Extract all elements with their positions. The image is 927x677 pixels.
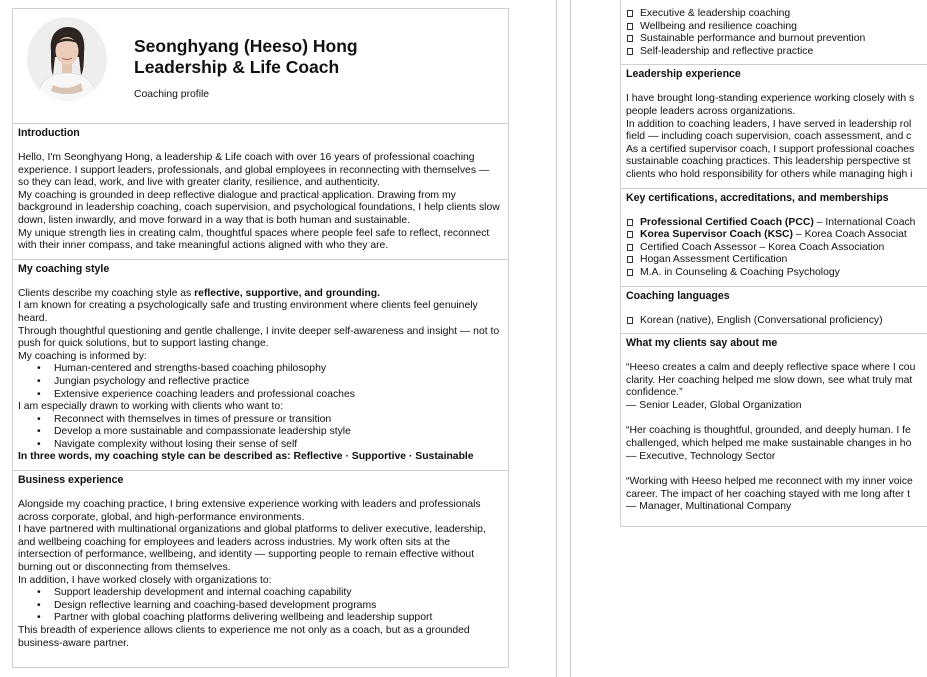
list-item bbox=[626, 315, 927, 328]
focus-area-text: Sustainable performance and burnout prevention bbox=[640, 33, 866, 45]
checkbox-icon bbox=[627, 23, 633, 30]
business-experience-heading: Business experience bbox=[18, 474, 124, 487]
testimonial-quote-line: “Heeso creates a calm and deeply reflective space where I cou bbox=[626, 362, 916, 374]
certification-text: Hogan Assessment Certification bbox=[640, 254, 788, 266]
leadership-experience-line: sustainable coaching practices. This leadership perspective st bbox=[626, 156, 911, 168]
person-portrait-image bbox=[27, 17, 107, 101]
certifications-heading: Key certifications, accreditations, and memberships bbox=[626, 191, 889, 204]
list-item: • Reconnect with themselves in times of pressure or transition bbox=[54, 414, 503, 427]
languages-section bbox=[621, 287, 927, 335]
coaching-style-paragraph: I am known for creating a psychologically safe and trusting environment where clients feel genuinely heard. bbox=[18, 300, 478, 324]
business-experience-paragraph: Alongside my coaching practice, I bring extensive experience working with leaders and professionals across corporate, global, and high-performance environments. bbox=[18, 499, 481, 523]
list-item bbox=[626, 229, 927, 242]
testimonial bbox=[626, 476, 927, 514]
focus-areas-list bbox=[626, 8, 927, 58]
certifications-list bbox=[626, 217, 927, 280]
languages-list bbox=[626, 315, 927, 328]
certification-issuer: – Korea Coach Associat bbox=[793, 229, 907, 241]
checkbox-icon bbox=[627, 48, 633, 55]
informed-by-list bbox=[18, 363, 503, 401]
certification-name: Korea Supervisor Coach (KSC) bbox=[640, 229, 794, 241]
page-gutter-left bbox=[556, 0, 557, 677]
checkbox-icon bbox=[627, 256, 633, 263]
profile-subtitle: Coaching profile bbox=[134, 89, 210, 100]
leadership-experience-heading: Leadership experience bbox=[626, 68, 741, 81]
testimonial-author: — Manager, Multinational Company bbox=[626, 501, 792, 513]
profile-page-1 bbox=[12, 8, 509, 668]
language-text: Korean (native), English (Conversational proficiency) bbox=[640, 314, 883, 326]
testimonial-quote-line: “Her coaching is thoughtful, grounded, and deeply human. I fe bbox=[626, 425, 911, 437]
testimonials-section bbox=[621, 334, 927, 520]
focus-area-text: Wellbeing and resilience coaching bbox=[640, 20, 797, 32]
coaching-style-keywords: reflective, supportive, and grounding. bbox=[194, 287, 381, 299]
checkbox-icon bbox=[627, 269, 633, 276]
list-item bbox=[626, 8, 927, 21]
leadership-experience-line: I have brought long-standing experience working closely with s bbox=[626, 93, 915, 105]
introduction-paragraph: My coaching is grounded in deep reflective dialogue and practical application. Drawing from my background in leadership coaching, coach supervision, and psychological foundations, I help clients slow down, listen inwardly, and move forward in a way that is both human and sustainable. bbox=[18, 189, 500, 226]
testimonial-quote-line: challenged, which helped me make sustainable changes in ho bbox=[626, 438, 912, 450]
profile-page-2 bbox=[620, 0, 927, 527]
list-item bbox=[626, 254, 927, 267]
focus-area-text: Executive & leadership coaching bbox=[640, 8, 791, 19]
list-item: • Develop a more sustainable and compassionate leadership style bbox=[54, 426, 503, 439]
profile-name-title bbox=[134, 36, 358, 78]
testimonial-quote-line: “Working with Heeso helped me reconnect with my inner voice bbox=[626, 476, 913, 488]
certifications-section bbox=[621, 189, 927, 287]
business-experience-closing: This breadth of experience allows clients to experience me not only as a coach, but as a grounded business-aware partner. bbox=[18, 625, 470, 649]
checkbox-icon bbox=[627, 35, 633, 42]
drawn-to-label: I am especially drawn to working with clients who want to: bbox=[18, 401, 284, 413]
drawn-to-list bbox=[18, 414, 503, 452]
checkbox-icon bbox=[627, 10, 633, 17]
list-item: • Support leadership development and internal coaching capability bbox=[54, 587, 503, 600]
certification-issuer: – International Coach bbox=[813, 216, 916, 228]
testimonial-quote-line: career. The impact of her coaching stayed with me long after t bbox=[626, 488, 910, 500]
informed-by-label: My coaching is informed by: bbox=[18, 350, 147, 362]
testimonial-author: — Executive, Technology Sector bbox=[626, 450, 776, 462]
list-item: • Jungian psychology and reflective practice bbox=[54, 376, 503, 389]
list-item bbox=[626, 217, 927, 230]
coaching-style-intro-text: Clients describe my coaching style as bbox=[18, 287, 195, 299]
organizations-label: In addition, I have worked closely with organizations to: bbox=[18, 574, 272, 586]
testimonials-heading: What my clients say about me bbox=[626, 337, 778, 350]
languages-heading: Coaching languages bbox=[626, 289, 730, 302]
list-item bbox=[626, 242, 927, 255]
organizations-list bbox=[18, 587, 503, 625]
profile-title: Leadership & Life Coach bbox=[134, 57, 340, 77]
leadership-experience-line: In addition to coaching leaders, I have served in leadership rol bbox=[626, 118, 912, 130]
checkbox-icon bbox=[627, 244, 633, 251]
list-item bbox=[626, 33, 927, 46]
leadership-experience-line: people leaders across organizations. bbox=[626, 105, 796, 117]
leadership-experience-line: field — including coach supervision, coach assessment, and c bbox=[626, 131, 912, 143]
list-item bbox=[626, 46, 927, 59]
coaching-style-heading: My coaching style bbox=[18, 262, 110, 275]
testimonial bbox=[626, 362, 927, 412]
list-item: • Design reflective learning and coaching-based development programs bbox=[54, 600, 503, 613]
business-experience-section bbox=[13, 471, 508, 656]
coaching-style-intro bbox=[18, 288, 503, 301]
profile-header bbox=[13, 9, 508, 124]
leadership-experience-line: clients who hold responsibility for others while managing high i bbox=[626, 168, 913, 180]
certification-name: Professional Certified Coach (PCC) bbox=[640, 216, 814, 228]
profile-name: Seonghyang (Heeso) Hong bbox=[134, 36, 358, 56]
list-item bbox=[626, 267, 927, 280]
list-item: • Navigate complexity without losing their sense of self bbox=[54, 439, 503, 452]
testimonial-quote-line: confidence.” bbox=[626, 387, 683, 399]
checkbox-icon bbox=[627, 317, 633, 324]
introduction-heading: Introduction bbox=[18, 127, 80, 139]
profile-photo bbox=[27, 17, 107, 101]
checkbox-icon bbox=[627, 219, 633, 226]
testimonial-author: — Senior Leader, Global Organization bbox=[626, 399, 802, 411]
list-item: • Partner with global coaching platforms delivering wellbeing and leadership support bbox=[54, 612, 503, 625]
coaching-style-paragraph: Through thoughtful questioning and gentle challenge, I invite deeper self-awareness and insight — not to push for quick solutions, but to support lasting change. bbox=[18, 325, 500, 350]
certification-text: Certified Coach Assessor – Korea Coach Association bbox=[640, 241, 885, 253]
introduction-paragraph: My unique strength lies in creating calm, thoughtful spaces where people feel safe to reflect, reconnect with their inner compass, and take meaningful actions aligned with who they are. bbox=[18, 227, 490, 252]
three-words-summary: In three words, my coaching style can be described as: Reflective · Supportive · Sustainable bbox=[18, 451, 474, 463]
leadership-experience-line: As a certified supervisor coach, I support professional coaches bbox=[626, 143, 915, 155]
checkbox-icon bbox=[627, 231, 633, 238]
focus-area-text: Self-leadership and reflective practice bbox=[640, 45, 814, 57]
introduction-paragraph: Hello, I'm Seonghyang Hong, a leadership & Life coach with over 16 years of professional coaching experience. I support leaders, professionals, and global employees in reconnecting with themselves — so they can lead, work, and live with greater clarity, resilience, and authenticity. bbox=[18, 152, 490, 189]
leadership-experience-section bbox=[621, 65, 927, 188]
list-item bbox=[626, 21, 927, 34]
list-item: • Human-centered and strengths-based coaching philosophy bbox=[54, 363, 503, 376]
testimonial bbox=[626, 425, 927, 463]
testimonial-quote-line: clarity. Her coaching helped me slow down, see what truly mat bbox=[626, 374, 913, 386]
business-experience-paragraph: I have partnered with multinational organizations and global platforms to deliver executive, leadership, and wellbeing coaching for employees and leaders across industries. My work often sits at the intersection of performance, wellbeing, and identity — supporting people to remain effective without burning out or disconnecting from themselves. bbox=[18, 524, 486, 574]
page-gutter-right bbox=[570, 0, 571, 677]
coaching-style-section bbox=[13, 260, 508, 471]
list-item: • Extensive experience coaching leaders and professional coaches bbox=[54, 389, 503, 402]
focus-areas-section bbox=[621, 0, 927, 65]
introduction-section bbox=[13, 124, 508, 260]
certification-text: M.A. in Counseling & Coaching Psychology bbox=[640, 266, 840, 278]
